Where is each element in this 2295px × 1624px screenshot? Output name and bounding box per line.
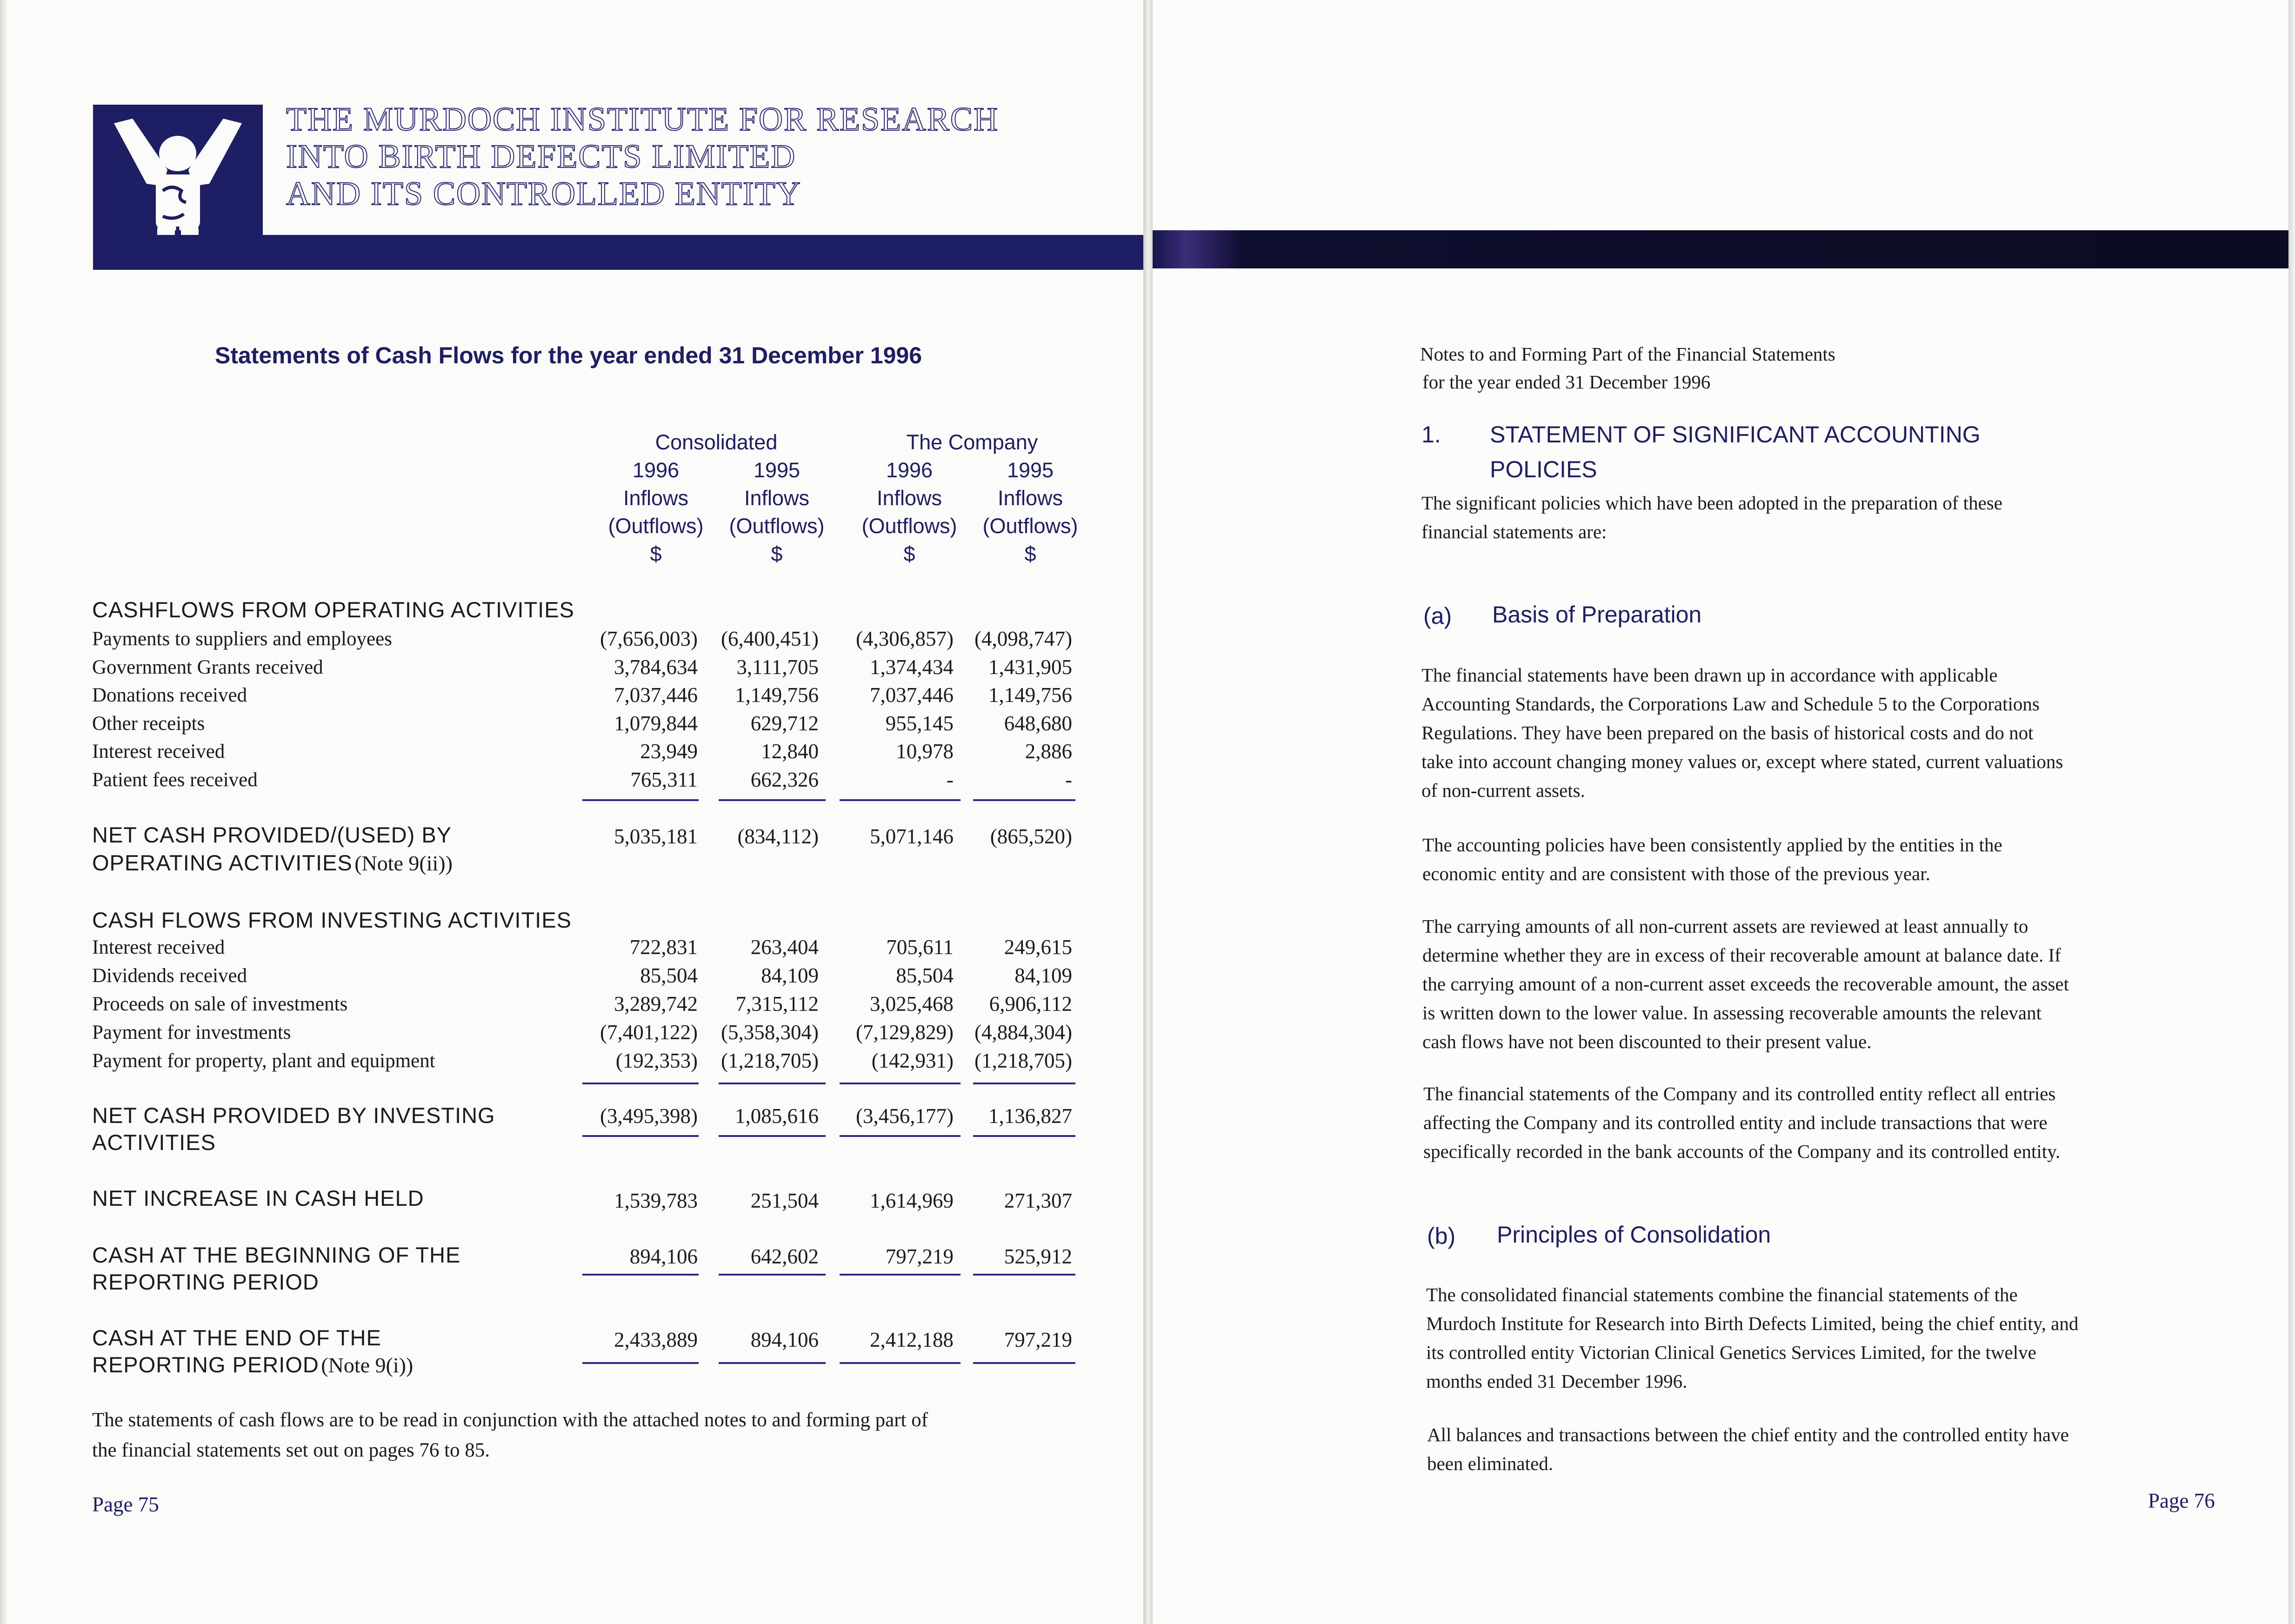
value-cell: 722,831 [629, 936, 698, 959]
value-cell: (1,218,705) [721, 1049, 819, 1072]
value-cell: (4,098,747) [974, 627, 1072, 650]
inflows-label: Inflows [997, 486, 1063, 510]
net-increase-label: NET INCREASE IN CASH HELD [92, 1186, 424, 1210]
paragraph-line: The financial statements have been drawn up in accordance with applicable [1421, 664, 1998, 686]
underline [582, 1083, 699, 1084]
currency-label: $ [771, 542, 783, 566]
underline [719, 1274, 826, 1276]
subsection-a-title: Basis of Preparation [1492, 601, 1702, 628]
value-cell: 12,840 [761, 740, 819, 763]
net-operating-label-main: OPERATING ACTIVITIES [92, 850, 353, 875]
paragraph-b2 [1427, 1420, 2069, 1478]
currency-label: $ [650, 542, 662, 566]
row-label: Donations received [92, 684, 247, 706]
paragraph-line: Accounting Standards, the Corporations Law and Schedule 5 to the Corporations [1421, 693, 2040, 715]
page-number: Page 76 [2148, 1489, 2215, 1512]
value-cell: 797,219 [885, 1245, 954, 1268]
paragraph-line: affecting the Company and its controlled entity and include transactions that were [1423, 1112, 2048, 1133]
underline [840, 799, 961, 801]
page-title: Statements of Cash Flows for the year ended 31 December 1996 [215, 342, 922, 368]
value-cell: 1,085,616 [735, 1104, 819, 1128]
value-cell: 3,784,634 [614, 655, 698, 679]
net-operating-label-1: NET CASH PROVIDED/(USED) BY [92, 822, 452, 847]
paragraph-line: specifically recorded in the bank accounts of the Company and its controlled entity. [1423, 1141, 2061, 1162]
row-label: Government Grants received [92, 656, 323, 678]
value-cell: 23,949 [640, 740, 698, 763]
value-cell: 84,109 [761, 964, 819, 987]
value-cell: (7,401,122) [600, 1021, 698, 1044]
right-page [1153, 0, 2295, 1624]
section-title-line-1: STATEMENT OF SIGNIFICANT ACCOUNTING [1490, 421, 1981, 448]
value-cell: 2,433,889 [614, 1328, 698, 1351]
cash-beginning-label-2: REPORTING PERIOD [92, 1270, 319, 1294]
value-cell: 629,712 [750, 711, 819, 735]
value-cell: 3,111,705 [736, 655, 819, 679]
row-label: Payment for investments [92, 1022, 291, 1043]
value-cell: 271,307 [1004, 1189, 1072, 1212]
paragraph-line: All balances and transactions between the chief entity and the controlled entity have [1427, 1424, 2069, 1445]
paragraph-line: is written down to the lower value. In assessing recoverable amounts the relevant [1422, 1002, 2041, 1023]
paragraph-b1 [1426, 1280, 2078, 1396]
value-cell: 84,109 [1014, 964, 1072, 987]
cash-end-label-2 [92, 1352, 413, 1377]
currency-label: $ [903, 542, 915, 566]
year-label: 1996 [632, 458, 680, 482]
subsection-b-letter: (b) [1427, 1223, 1456, 1249]
value-cell: (3,495,398) [600, 1104, 698, 1128]
row-label: Proceeds on sale of investments [92, 993, 348, 1015]
value-cell: (1,218,705) [974, 1049, 1072, 1072]
underline [719, 1083, 826, 1084]
net-operating-label-2 [92, 850, 453, 875]
cash-end-label-main: REPORTING PERIOD [92, 1352, 319, 1377]
paragraph-line: cash flows have not been discounted to their present value. [1422, 1031, 1872, 1052]
paragraph-line: of non-current assets. [1421, 780, 1585, 801]
page-edge [0, 0, 7, 1624]
note-ref: (Note 9(ii)) [354, 851, 453, 875]
paragraph-line: The carrying amounts of all non-current assets are reviewed at least annually to [1422, 916, 2028, 937]
column-group-consolidated: Consolidated [655, 430, 778, 454]
paragraph-line: months ended 31 December 1996. [1426, 1370, 1688, 1392]
row-label: Payment for property, plant and equipment [92, 1050, 435, 1072]
paragraph-a3 [1422, 912, 2069, 1056]
value-cell: 263,404 [750, 936, 819, 959]
value-cell: (4,884,304) [974, 1021, 1072, 1044]
value-cell: 5,071,146 [870, 825, 954, 848]
inflows-label: Inflows [744, 486, 810, 510]
row-label: Dividends received [92, 965, 247, 987]
header-band [93, 235, 1148, 270]
value-cell: 3,289,742 [614, 992, 698, 1016]
value-cell: (6,400,451) [721, 627, 819, 650]
value-cell: 3,025,468 [870, 992, 954, 1016]
underline [973, 1135, 1075, 1137]
paragraph-a2 [1422, 830, 2002, 888]
underline [973, 799, 1075, 801]
value-cell: 1,136,827 [988, 1104, 1072, 1128]
underline [973, 1083, 1075, 1084]
underline [582, 1135, 699, 1137]
inflows-label: Inflows [876, 486, 942, 510]
underline [582, 799, 699, 801]
underline [973, 1362, 1075, 1364]
section-title-line-2: POLICIES [1490, 456, 1597, 482]
underline [840, 1135, 961, 1137]
underline [840, 1083, 961, 1084]
row-label: Patient fees received [92, 769, 258, 791]
underline [719, 1135, 826, 1137]
underline [840, 1274, 961, 1276]
value-cell: 2,412,188 [870, 1328, 954, 1351]
value-cell: 2,886 [1025, 740, 1072, 763]
outflows-label: (Outflows) [982, 514, 1078, 538]
value-cell: 894,106 [629, 1245, 698, 1268]
value-cell: (865,520) [990, 825, 1072, 848]
value-cell: 894,106 [750, 1328, 819, 1351]
value-cell: (4,306,857) [856, 627, 954, 650]
value-cell: 7,037,446 [614, 683, 698, 707]
year-label: 1996 [886, 458, 933, 482]
cash-beginning-label-1: CASH AT THE BEGINNING OF THE [92, 1243, 461, 1267]
section-heading-operating: CASHFLOWS FROM OPERATING ACTIVITIES [92, 597, 574, 622]
row-label: Other receipts [92, 712, 205, 735]
underline [582, 1274, 699, 1276]
row-label: Interest received [92, 936, 225, 958]
org-name-line-3: AND ITS CONTROLLED ENTITY [286, 175, 801, 212]
net-investing-label-2: ACTIVITIES [92, 1130, 216, 1155]
value-cell: 662,326 [750, 768, 819, 791]
value-cell: 765,311 [630, 768, 698, 791]
notes-heading-line-2: for the year ended 31 December 1996 [1422, 371, 1711, 393]
row-label: Interest received [92, 741, 225, 762]
outflows-label: (Outflows) [608, 514, 704, 538]
paragraph-a1 [1421, 661, 2063, 805]
value-cell: 705,611 [886, 936, 954, 959]
value-cell: 7,315,112 [735, 992, 819, 1016]
subsection-b-title: Principles of Consolidation [1497, 1222, 1771, 1248]
value-cell: 1,374,434 [870, 655, 954, 679]
intro-line-2: financial statements are: [1421, 521, 1607, 542]
page-edge [2288, 0, 2295, 1624]
underline [719, 1362, 826, 1364]
value-cell: 797,219 [1004, 1328, 1072, 1351]
paragraph-line: take into account changing money values or, except where stated, current valuations [1421, 751, 2063, 772]
note-ref: (Note 9(i)) [321, 1353, 414, 1377]
notes-heading-line-1: Notes to and Forming Part of the Financial Statements [1420, 343, 1835, 365]
paragraph-line: determine whether they are in excess of their recoverable amount at balance date. If [1422, 944, 2061, 966]
paragraph-line: its controlled entity Victorian Clinical Genetics Services Limited, for the twelve [1426, 1342, 2036, 1363]
paragraph-line: The accounting policies have been consistently applied by the entities in the [1422, 834, 2002, 855]
value-cell: 1,539,783 [614, 1189, 698, 1212]
value-cell: 1,149,756 [735, 683, 819, 707]
value-cell: 5,035,181 [614, 825, 698, 848]
footnote-line-1: The statements of cash flows are to be read in conjunction with the attached notes to and forming part of [92, 1409, 928, 1431]
cash-end-label-1: CASH AT THE END OF THE [92, 1325, 381, 1350]
outflows-label: (Outflows) [729, 514, 825, 538]
value-cell: - [1065, 768, 1072, 791]
section-number: 1. [1421, 421, 1441, 448]
section-heading-investing: CASH FLOWS FROM INVESTING ACTIVITIES [92, 908, 572, 932]
paragraph-line: the carrying amount of a non-current asset exceeds the recoverable amount, the asset [1422, 973, 2069, 995]
value-cell: 85,504 [896, 964, 954, 987]
value-cell: (3,456,177) [856, 1104, 954, 1128]
underline [973, 1274, 1075, 1276]
paragraph-a4 [1423, 1079, 2060, 1166]
subsection-a-letter: (a) [1423, 603, 1452, 629]
value-cell: 6,906,112 [989, 992, 1072, 1016]
intro-line-1: The significant policies which have been adopted in the preparation of these [1421, 492, 2002, 514]
value-cell: - [947, 768, 954, 791]
value-cell: 648,680 [1004, 711, 1072, 735]
paragraph-line: Murdoch Institute for Research into Birth Defects Limited, being the chief entity, and [1426, 1313, 2079, 1334]
row-label: Payments to suppliers and employees [92, 628, 392, 650]
underline [582, 1362, 699, 1364]
paragraph-line: economic entity and are consistent with those of the previous year. [1422, 863, 1930, 884]
value-cell: 1,431,905 [988, 655, 1072, 679]
page-number: Page 75 [92, 1493, 159, 1516]
paragraph-line: Regulations. They have been prepared on the basis of historical costs and do not [1421, 722, 2034, 743]
value-cell: 525,912 [1004, 1245, 1072, 1268]
value-cell: (192,353) [615, 1049, 698, 1072]
outflows-label: (Outflows) [861, 514, 957, 538]
value-cell: 642,602 [750, 1245, 819, 1268]
value-cell: 7,037,446 [870, 683, 954, 707]
column-group-company: The Company [906, 430, 1038, 454]
value-cell: 1,149,756 [988, 683, 1072, 707]
value-cell: 1,079,844 [614, 711, 698, 735]
footnote-line-2: the financial statements set out on pages 76 to 85. [92, 1439, 490, 1461]
currency-label: $ [1024, 542, 1036, 566]
underline [840, 1362, 961, 1364]
value-cell: (5,358,304) [721, 1021, 819, 1044]
net-investing-label-1: NET CASH PROVIDED BY INVESTING [92, 1103, 495, 1128]
underline [719, 799, 826, 801]
header-band [1153, 230, 2295, 268]
value-cell: 1,614,969 [870, 1189, 954, 1212]
inflows-label: Inflows [623, 486, 689, 510]
value-cell: 251,504 [750, 1189, 819, 1212]
value-cell: (7,656,003) [600, 627, 698, 650]
value-cell: (834,112) [737, 825, 819, 848]
org-name-line-2: INTO BIRTH DEFECTS LIMITED [286, 138, 796, 175]
value-cell: 10,978 [896, 740, 954, 763]
paragraph-line: been eliminated. [1427, 1453, 1553, 1474]
value-cell: 85,504 [640, 964, 698, 987]
year-label: 1995 [1007, 458, 1054, 482]
value-cell: (7,129,829) [856, 1021, 954, 1044]
year-label: 1995 [753, 458, 801, 482]
org-name-line-1: THE MURDOCH INSTITUTE FOR RESEARCH [286, 100, 999, 138]
value-cell: 249,615 [1004, 936, 1072, 959]
paragraph-line: The financial statements of the Company and its controlled entity reflect all entries [1423, 1083, 2056, 1104]
value-cell: 955,145 [885, 711, 954, 735]
paragraph-line: The consolidated financial statements combine the financial statements of the [1426, 1284, 2018, 1305]
value-cell: (142,931) [871, 1049, 954, 1072]
